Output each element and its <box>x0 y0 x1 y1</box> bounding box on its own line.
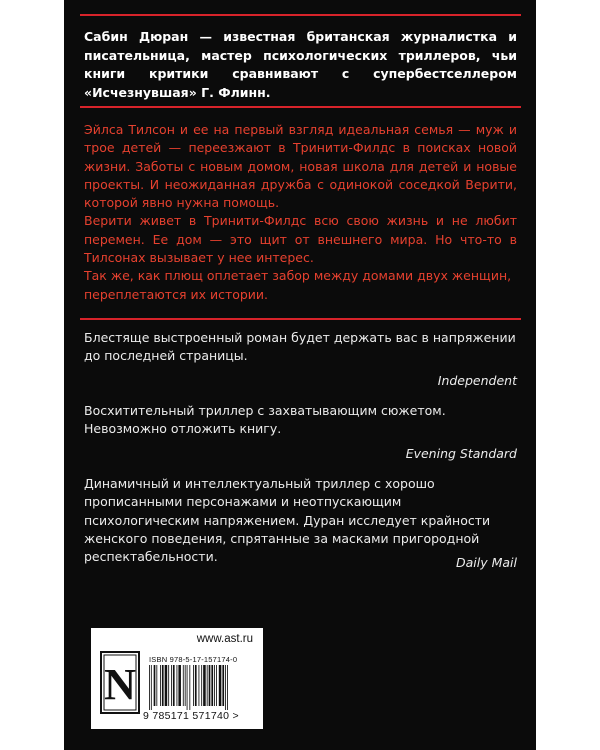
blurb-paragraph: Эйлса Тилсон и ее на первый взгляд идеальная семья — муж и трое детей — переезжают в Тринити-Филдс в поисках новой жизни. Заботы с новым домом, новая школа для детей и новые проекты. И неожиданная дружба с одинокой соседкой Верити, которой явно нужна помощь. <box>84 122 517 211</box>
barcode-bar <box>203 665 206 706</box>
barcode-bar <box>177 665 178 706</box>
barcode-bar <box>149 665 150 710</box>
barcode-bar <box>201 665 202 706</box>
barcode-bar <box>171 665 172 706</box>
book-blurb <box>84 121 517 304</box>
blurb-paragraph: Так же, как плющ оплетает забор между домами двух женщин, переплетаются их истории. <box>84 268 512 302</box>
barcode-bar <box>160 665 161 706</box>
review-quote: Динамичный и интеллектуальный триллер с хорошо прописанными персонажами и неотпускающим психологическим напряжением. Дуран исследует крайности женского поведения, спрятанные за масками пригородной респектабельности. <box>84 476 491 565</box>
review-source: Independent <box>437 373 517 388</box>
barcode-bar <box>227 665 228 710</box>
barcode-bars <box>147 665 255 710</box>
barcode-bar <box>154 665 156 706</box>
barcode-bar <box>193 665 194 706</box>
middle-divider <box>80 106 521 108</box>
barcode-bar <box>189 665 190 710</box>
barcode-bar <box>168 665 169 706</box>
barcode-bar <box>165 665 168 706</box>
barcode-bar <box>219 665 222 706</box>
barcode-bar <box>207 665 208 706</box>
publisher-website: www.ast.ru <box>196 633 253 645</box>
barcode-bar <box>199 665 200 706</box>
logo-letter: N <box>104 660 136 709</box>
barcode-bar <box>225 665 226 710</box>
barcode-panel <box>91 628 263 729</box>
barcode-bar <box>209 665 211 706</box>
barcode-bar <box>156 665 157 706</box>
barcode-bar <box>185 665 186 706</box>
barcode-digits: 9 785171 571740 > <box>143 710 239 722</box>
review-source: Evening Standard <box>405 446 517 461</box>
isbn-text: ISBN 978-5-17-157174-0 <box>149 655 238 664</box>
blurb-paragraph: Верити живет в Тринити-Филдс всю свою жизнь и не любит перемен. Ее дом — это щит от внешнего мира. Но что-то в Тилсонах вызывает у нее интерес. <box>84 213 517 266</box>
barcode-bar <box>214 665 215 706</box>
barcode-bar <box>187 665 188 710</box>
barcode-bar <box>151 665 152 710</box>
author-bio: Сабин Дюран — известная британская журналистка и писательница, мастер психологических триллеров, чьи книги критики сравнивают с супербестселлером «Исчезнувшая» Г. Флинн. <box>84 29 517 100</box>
barcode-bar <box>178 665 181 706</box>
bottom-divider <box>80 318 521 320</box>
publisher-logo-icon <box>100 651 140 714</box>
barcode-bar <box>162 665 164 706</box>
barcode-bar <box>183 665 184 706</box>
barcode-bar <box>211 665 213 706</box>
barcode-bar <box>216 665 217 706</box>
barcode-bar <box>222 665 224 706</box>
review-quote: Восхитительный триллер с захватывающим сюжетом. Невозможно отложить книгу. <box>84 403 446 437</box>
barcode-bar <box>195 665 197 706</box>
review-quote: Блестяще выстроенный роман будет держать вас в напряжении до последней страницы. <box>84 330 516 364</box>
top-divider <box>80 14 521 16</box>
review-source: Daily Mail <box>456 555 517 570</box>
barcode-bar <box>173 665 175 706</box>
